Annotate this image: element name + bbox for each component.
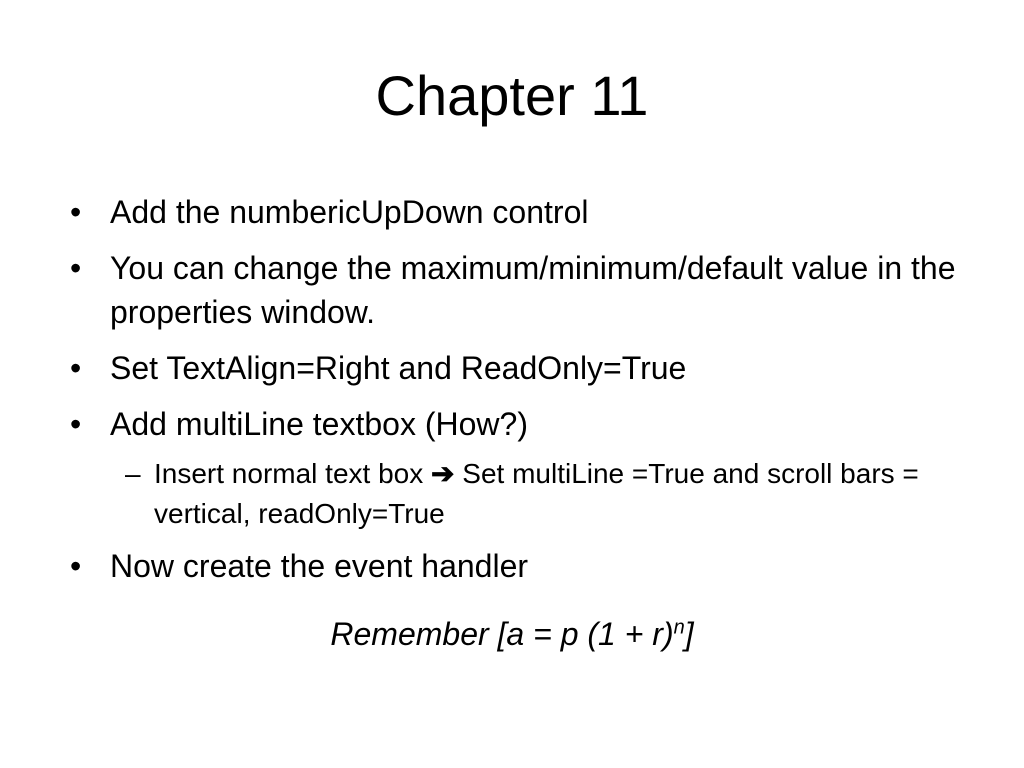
formula-exponent: n <box>673 616 685 639</box>
bullet-item <box>70 346 970 390</box>
bullet-item <box>70 544 970 588</box>
bullet-text: You can change the maximum/minimum/default value in the properties window. <box>110 250 956 330</box>
bullet-marker: • <box>70 406 82 442</box>
bullet-item <box>70 246 970 334</box>
formula-suffix: ] <box>684 616 694 652</box>
bullet-list <box>70 190 970 600</box>
bullet-marker: • <box>70 350 82 386</box>
bullet-item <box>70 402 970 446</box>
bullet-text: Now create the event handler <box>110 548 529 584</box>
slide-title: Chapter 11 <box>375 64 649 127</box>
bullet-marker: • <box>70 548 82 584</box>
formula <box>0 612 1024 656</box>
bullet-text: Add the numbericUpDown control <box>110 194 589 230</box>
bullet-text: Add multiLine textbox (How?) <box>110 406 528 442</box>
formula-prefix: Remember [a = p (1 + r) <box>330 616 674 652</box>
bullet-marker: • <box>70 194 82 230</box>
sub-bullet-item <box>70 454 970 534</box>
sub-bullet-marker: – <box>125 458 141 489</box>
right-arrow-icon: ➔ <box>431 458 455 489</box>
bullet-text: Set TextAlign=Right and ReadOnly=True <box>110 350 687 386</box>
sub-bullet-text-before: Insert normal text box <box>154 458 424 489</box>
bullet-marker: • <box>70 250 82 286</box>
sub-bullet-text-after: Set multiLine =True and scroll bars = vertical, readOnly=True <box>154 458 919 529</box>
bullet-item <box>70 190 970 234</box>
